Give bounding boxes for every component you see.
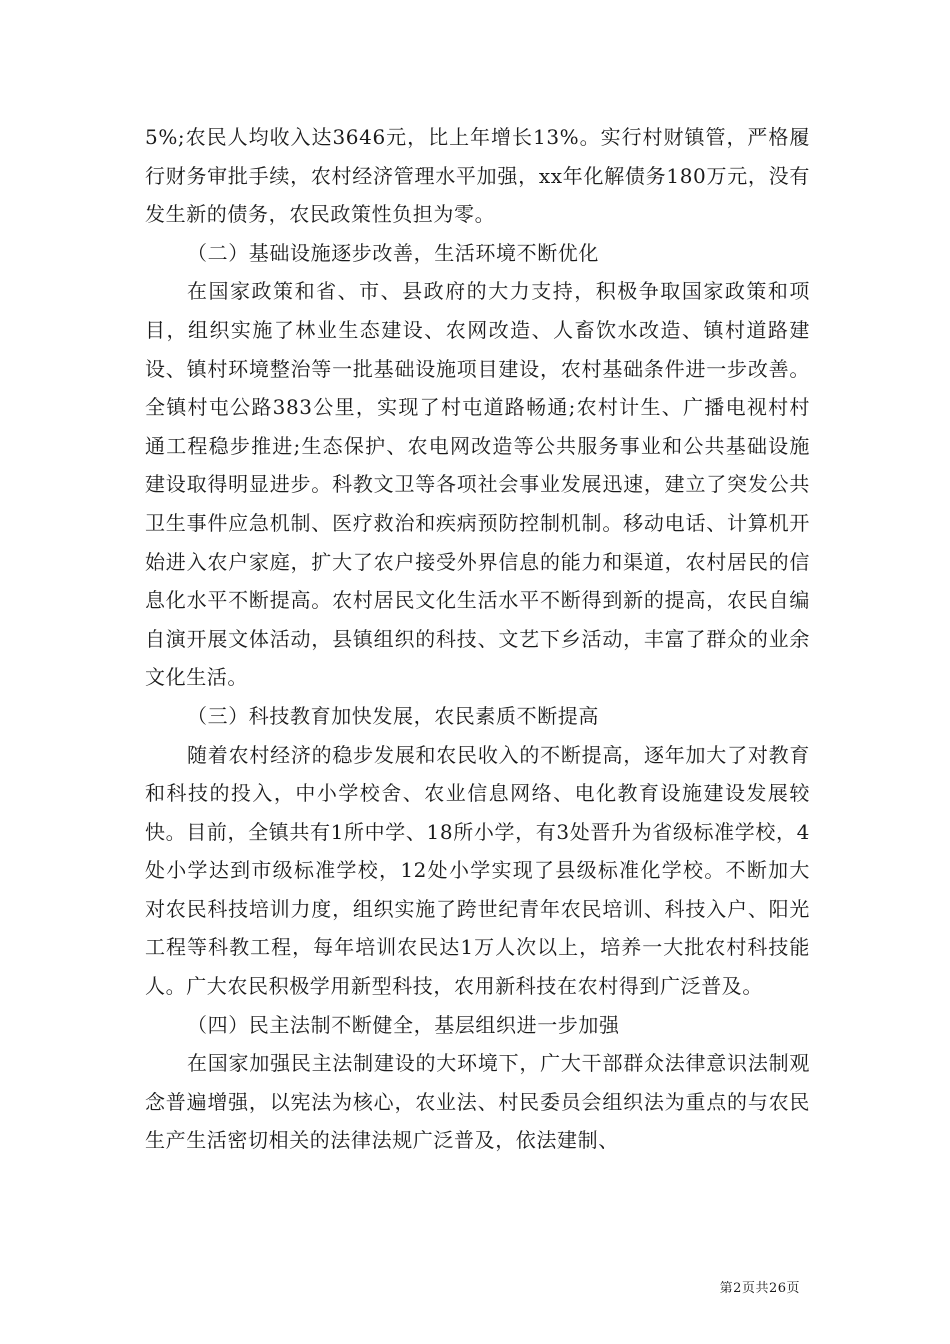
section-heading: （二）基础设施逐步改善，生活环境不断优化: [187, 240, 599, 265]
paragraph: 随着农村经济的稳步发展和农民收入的不断提高，逐年加大了对教育和科技的投入，中小学校舍、农业信息网络、电化教育设施建设发展较快。目前，全镇共有1所中学、18所小学，有3处晋升为省级标准学校，4处小学达到市级标准学校，12处小学实现了县级标准化学校。不断加大对农民科技培训力度，组织实施了跨世纪青年农民培训、科技入户、阳光工程等科教工程，每年培训农民达1万人次以上，培养一大批农村科技能人。广大农民积极学用新型科技，农用新科技在农村得到广泛普及。: [145, 742, 810, 999]
section-heading: （三）科技教育加快发展，农民素质不断提高: [187, 703, 599, 728]
paragraph: 在国家政策和省、市、县政府的大力支持，积极争取国家政策和项目，组织实施了林业生态建设、农网改造、人畜饮水改造、镇村道路建设、镇村环境整治等一批基础设施项目建设，农村基础条件进一步改善。全镇村屯公路383公里，实现了村屯道路畅通;农村计生、广播电视村村通工程稳步推进;生态保护、农电网改造等公共服务事业和公共基础设施建设取得明显进步。科教文卫等各项社会事业发展迅速，建立了突发公共卫生事件应急机制、医疗救治和疾病预防控制机制。移动电话、计算机开始进入农户家庭，扩大了农户接受外界信息的能力和渠道，农村居民的信息化水平不断提高。农村居民文化生活水平不断得到新的提高，农民自编自演开展文体活动，县镇组织的科技、文艺下乡活动，丰富了群众的业余文化生活。: [145, 279, 810, 690]
paragraph: 5%;农民人均收入达3646元，比上年增长13%。实行村财镇管，严格履行财务审批手续，农村经济管理水平加强，xx年化解债务180万元，没有发生新的债务，农民政策性负担为零。: [145, 125, 810, 227]
section-heading: （四）民主法制不断健全，基层组织进一步加强: [187, 1012, 620, 1037]
page-number-footer: 第2页共26页: [719, 1281, 800, 1296]
paragraph: 在国家加强民主法制建设的大环境下，广大干部群众法律意识法制观念普遍增强，以宪法为核心，农业法、村民委员会组织法为重点的与农民生产生活密切相关的法律法规广泛普及，依法建制、: [145, 1051, 810, 1153]
document-body: [145, 118, 810, 1160]
